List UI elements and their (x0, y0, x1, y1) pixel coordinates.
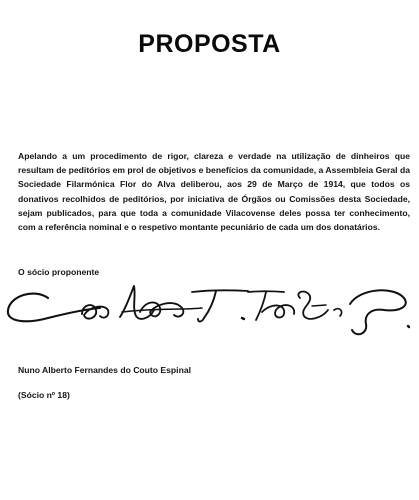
member-name: Nuno Alberto Fernandes do Couto Espinal (18, 365, 191, 375)
proponent-label: O sócio proponente (18, 267, 100, 277)
document-title: PROPOSTA (138, 30, 281, 58)
member-number: (Sócio nº 18) (18, 390, 70, 400)
proposal-paragraph: Apelando a um procedimento de rigor, clareza e verdade na utilização de dinheiros que resultam de peditórios em prol de objetivos e benefícios da comunidade, a Assembleia Geral da Sociedade Filarmónica Flor do Alva deliberou, aos 29 de Março de 1914, que todos os donativos recolhidos de peditórios, por iniciativa de Órgãos ou Comissões desta Sociedade, sejam publicados, para que toda a comunidade Vilacovense deles possa ter conhecimento, com a referência nominal e o respetivo montante pecuniário de cada um dos donatários. (18, 151, 410, 233)
handwritten-signature (4, 282, 416, 342)
